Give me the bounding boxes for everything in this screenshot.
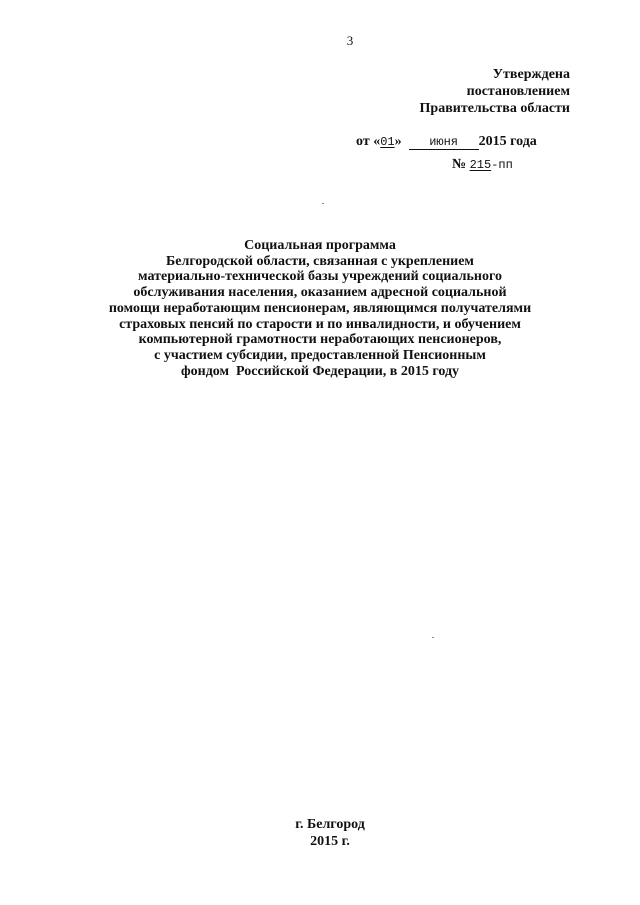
number-prefix: № <box>452 157 470 172</box>
number-suffix: -пп <box>491 158 513 172</box>
approval-stamp <box>360 66 570 117</box>
date-month: июня <box>429 135 459 149</box>
title-line-5: помощи неработающим пенсионерам, являющимся получателями <box>108 300 532 316</box>
date-mid: » <box>394 134 402 149</box>
date-prefix: от « <box>356 134 381 149</box>
title-line-1: Социальная программа <box>244 238 396 253</box>
date-day: 01 <box>380 135 395 149</box>
title-line-7: компьютерной грамотности неработающих пенсионеров, <box>138 332 502 348</box>
place-year: 2015 г. <box>310 834 350 849</box>
title-line-8: с участием субсидии, предоставленной Пенсионным <box>154 347 486 363</box>
place-city: г. Белгород <box>295 817 365 832</box>
title-line-6: страховых пенсий по старости и по инвалидности, и обучением <box>119 316 521 332</box>
date-suffix: 2015 года <box>478 134 537 149</box>
scan-speck <box>322 203 324 204</box>
place-and-year <box>260 816 400 850</box>
approval-line-1: Утверждена <box>492 67 570 82</box>
approval-line-2: постановлением <box>466 84 570 99</box>
approval-number <box>452 157 572 173</box>
approval-date <box>356 134 570 150</box>
number-value: 215 <box>469 158 492 172</box>
approval-line-3: Правительства области <box>419 101 570 116</box>
title-line-9: фондом Российской Федерации, в 2015 году <box>180 363 460 379</box>
title-line-4: обслуживания населения, оказанием адресной социальной <box>133 285 507 301</box>
scan-speck <box>432 637 434 638</box>
title-line-3: материально-технической базы учреждений социального <box>138 269 502 285</box>
title-line-2: Белгородской области, связанная с укреплением <box>166 253 474 269</box>
page-number: 3 <box>346 33 354 48</box>
program-title <box>80 238 560 379</box>
